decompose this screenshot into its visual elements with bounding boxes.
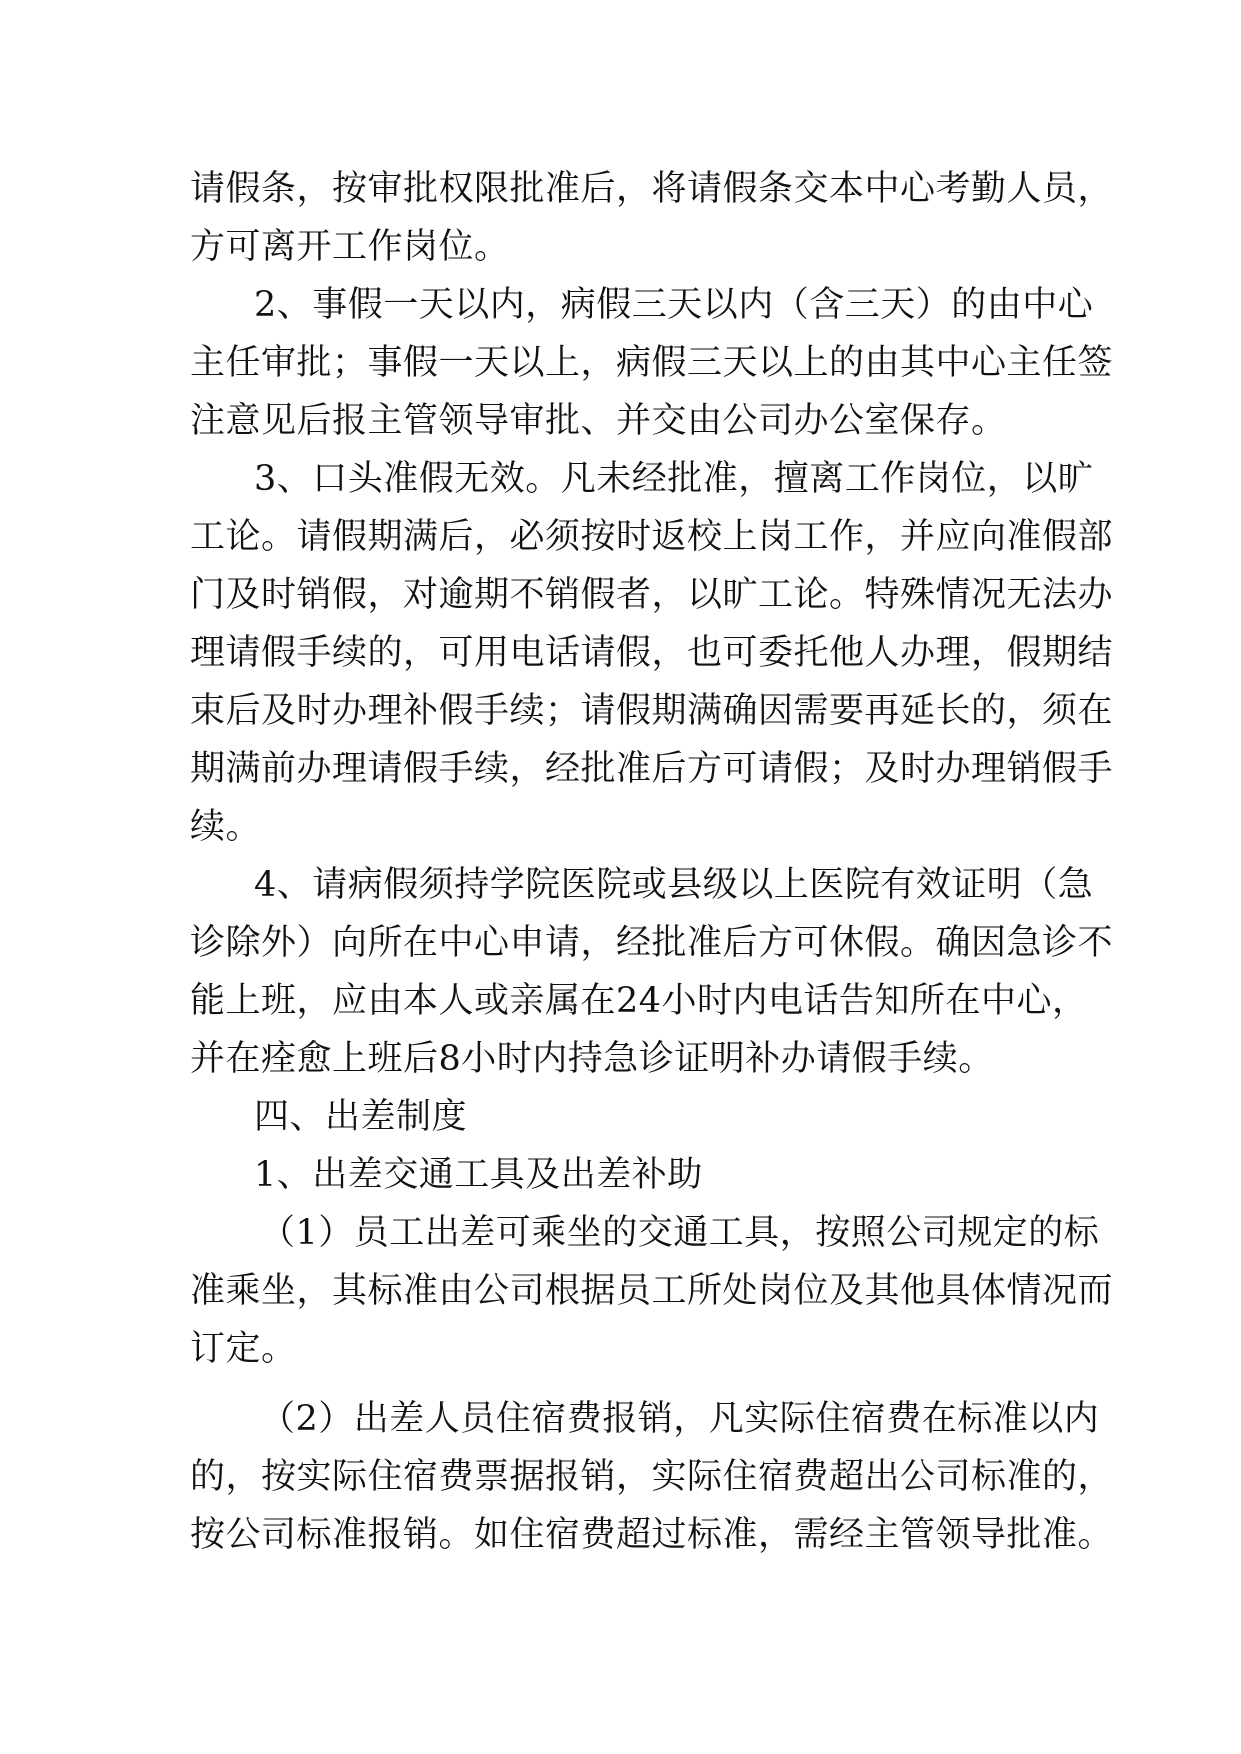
text-line: 按公司标准报销。如住宿费超过标准，需经主管领导批准。 (190, 1515, 1114, 1555)
text-line: 并在痊愈上班后8小时内持急诊证明补办请假手续。 (190, 1039, 994, 1079)
text-line: 束后及时办理补假手续；请假期满确因需要再延长的，须在 (190, 691, 1114, 731)
text-line: 期满前办理请假手续，经批准后方可请假；及时办理销假手 (190, 749, 1114, 789)
text-line: 续。 (190, 807, 262, 847)
text-line: 的，按实际住宿费票据报销，实际住宿费超出公司标准的， (190, 1457, 1114, 1497)
paragraph (190, 1390, 1114, 1564)
text-line: 2、事假一天以内，病假三天以内（含三天）的由中心 (254, 285, 1094, 325)
section-heading (190, 1088, 1060, 1146)
heading-text: 四、出差制度 (254, 1097, 468, 1137)
text-line: （2）出差人员住宿费报销，凡实际住宿费在标准以内 (260, 1399, 1100, 1439)
paragraph (190, 276, 1114, 450)
paragraph (190, 1204, 1114, 1378)
text-line: 方可离开工作岗位。 (190, 227, 510, 267)
text-line: 注意见后报主管领导审批、并交由公司办公室保存。 (190, 401, 1007, 441)
text-line: 能上班，应由本人或亲属在24小时内电话告知所在中心， (190, 981, 1088, 1021)
paragraph (190, 450, 1114, 856)
text-line: 准乘坐，其标准由公司根据员工所处岗位及其他具体情况而 (190, 1271, 1114, 1311)
text-line: 主任审批；事假一天以上，病假三天以上的由其中心主任签 (190, 343, 1114, 383)
text-line: 订定。 (190, 1329, 297, 1369)
subsection-heading (190, 1146, 1060, 1204)
text-line: 工论。请假期满后，必须按时返校上岗工作，并应向准假部 (190, 517, 1114, 557)
heading-text: 1、出差交通工具及出差补助 (254, 1155, 703, 1195)
text-line: 请假条，按审批权限批准后，将请假条交本中心考勤人员， (190, 169, 1114, 209)
text-line: 理请假手续的，可用电话请假，也可委托他人办理，假期结 (190, 633, 1114, 673)
paragraph (190, 856, 1114, 1088)
paragraph (190, 160, 1114, 276)
text-line: 门及时销假，对逾期不销假者，以旷工论。特殊情况无法办 (190, 575, 1114, 615)
text-line: 3、口头准假无效。凡未经批准，擅离工作岗位，以旷 (254, 459, 1094, 499)
paragraph-spacer (190, 1378, 1060, 1390)
document-body (190, 160, 1114, 1564)
text-line: 4、请病假须持学院医院或县级以上医院有效证明（急 (254, 865, 1094, 905)
text-line: 诊除外）向所在中心申请，经批准后方可休假。确因急诊不 (190, 923, 1114, 963)
text-line: （1）员工出差可乘坐的交通工具，按照公司规定的标 (260, 1213, 1100, 1253)
